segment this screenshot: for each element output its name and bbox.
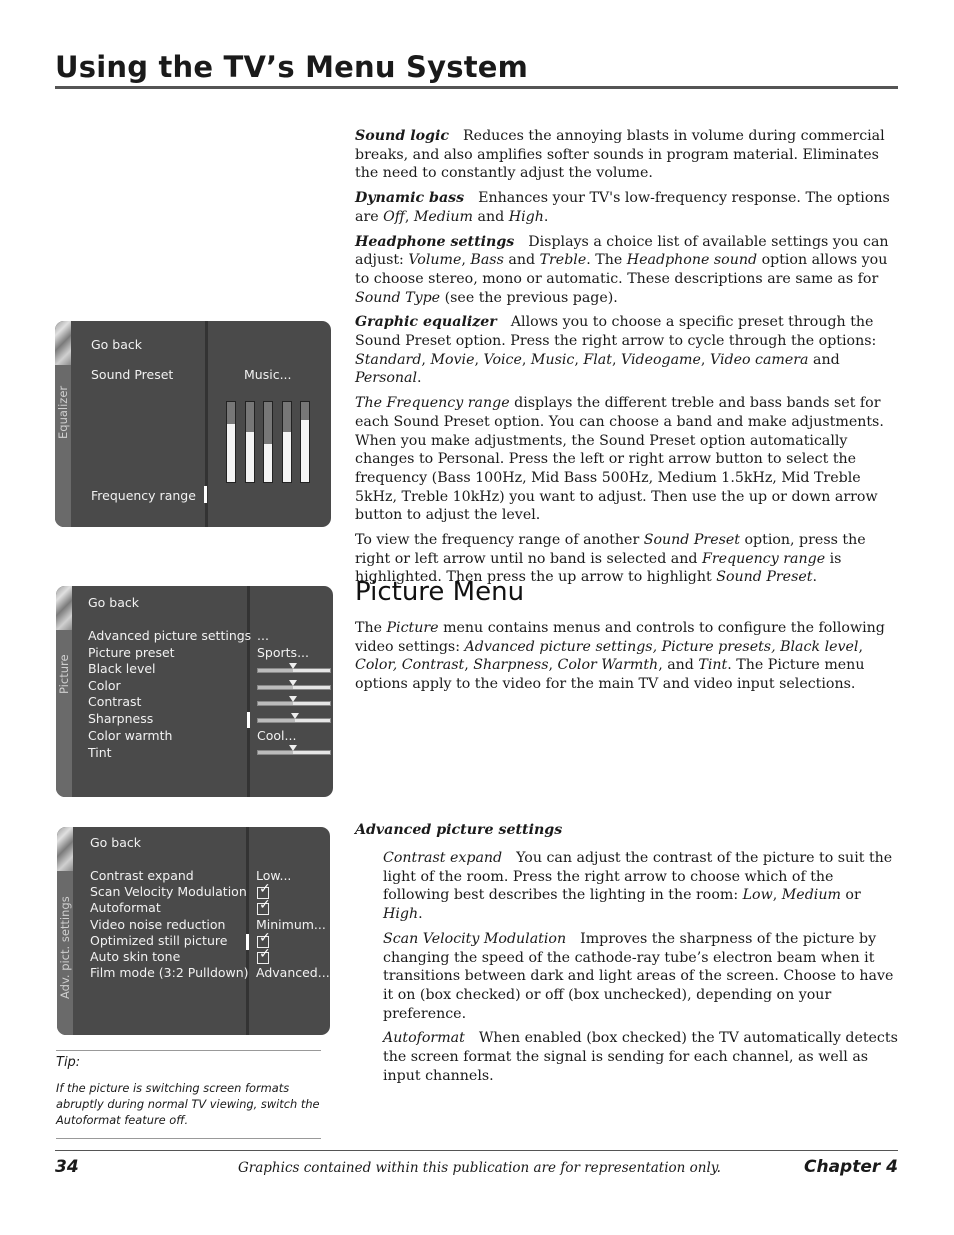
sep: , [574,351,584,368]
selection-cursor [246,934,249,950]
menu-item-film-mode[interactable]: Film mode (3:2 Pulldown) [90,965,249,980]
page-title: Using the TV’s Menu System [55,50,529,84]
menu-item-video-noise-reduction[interactable]: Video noise reduction [90,917,226,932]
sep: , [461,252,471,269]
autoformat-checkbox[interactable] [257,897,271,915]
ital: Sharpness [473,657,549,674]
section-heading-picture-menu: Picture Menu [355,577,525,607]
sep: and [503,252,540,269]
slider-fill [258,719,295,722]
text: , and [658,657,699,674]
ital: Color, Contrast [355,657,465,674]
menu-item-tint[interactable]: Tint [88,745,112,760]
tip-text: If the picture is switching screen formats abruptly during normal TV viewing, switch the Autoformat feature off. [56,1081,320,1128]
text: option, press the right or left arrow until no band is selected and [355,532,866,567]
slider-thumb[interactable] [289,680,297,686]
equalizer-band[interactable] [263,401,273,483]
headphone-text: Displays a choice list of available settings you can adjust: [355,233,889,269]
ital: The Frequency range [355,395,510,412]
frequency-range-text: displays the different treble and bass bands set for each Sound Preset option. You can choose a band and make adjustments. When you make adjustments, the Sound Preset option automatically changes to Personal. Press the left or right arrow button to select the frequency (Bass 100Hz, Mid Bass 500Hz, Medium 1.5kHz, Mid Treble 5kHz, Treble 10kHz) you want to adjust. Then use the up or down arrow button to adjust the level. [355,395,884,524]
ital: Sound Preset [643,532,740,549]
equalizer-band[interactable] [245,401,255,483]
sound-logic-paragraph [355,127,899,183]
menu-item-picture-preset[interactable]: Picture preset [88,645,175,660]
text: is highlighted. Then press the up arrow to highlight [355,550,842,586]
autoformat-term: Autoformat [383,1030,465,1047]
tip-rule-bottom [56,1138,321,1139]
ital: Treble [539,252,587,269]
option-off: Off [383,208,405,225]
ital: High [383,906,419,923]
menu-item-auto-skin-tone[interactable]: Auto skin tone [90,949,181,964]
checkmark-icon: ✓ [259,930,271,946]
autoformat-paragraph [383,1029,899,1085]
ital: Medium [781,887,841,904]
ital: Sound Type [355,289,441,306]
rope-knot-icon [56,586,72,630]
ital: Picture [386,620,439,636]
text: or [840,887,861,904]
ital: Headphone sound [626,252,758,269]
ital: Tint [698,657,728,674]
slider-fill [258,669,293,672]
menu-item-sound-preset[interactable]: Sound Preset [91,367,174,382]
checkmark-icon: ✓ [259,881,271,897]
menu-divider [247,586,250,797]
selection-cursor [204,486,207,503]
text: , [772,887,782,904]
headphone-term: Headphone settings [355,233,515,250]
ital: Color Warmth [557,657,659,674]
audio-descriptions [355,127,899,593]
slider-thumb[interactable] [291,713,299,719]
ital: Sound Preset [716,569,813,586]
color-warmth-value: Cool... [257,728,297,743]
sep: and [808,351,840,368]
ital: Standard [355,351,422,368]
menu-item-go-back[interactable]: Go back [91,337,143,352]
menu-item-scan-velocity-modulation[interactable]: Scan Velocity Modulation [90,884,247,899]
menu-divider [246,827,249,1035]
tip-rule-top [56,1050,321,1051]
picture-menu-description [355,619,899,700]
ital: Voice [483,351,522,368]
slider-thumb[interactable] [289,745,297,751]
checkmark-icon: ✓ [259,946,271,962]
advanced-descriptions [383,849,899,1091]
menu-item-autoformat[interactable]: Autoformat [90,900,161,915]
menu-item-sharpness[interactable]: Sharpness [88,711,154,726]
svm-paragraph [383,930,899,1024]
footer-rule [55,1150,898,1151]
subhead-advanced-picture-settings: Advanced picture settings [355,822,563,838]
autoformat-text: When enabled (box checked) the TV automatically detects the screen format the signal is sending for each channel, as well as input channels. [383,1030,898,1084]
graphic-eq-text: Allows you to choose a specific preset through the Sound Preset option. Press the right arrow to cycle through the options: [355,314,877,350]
sep: , [421,351,431,368]
ital: Video camera [709,351,809,368]
menu-item-contrast-expand[interactable]: Contrast expand [90,868,194,883]
sep: . [417,370,422,387]
text: , [858,638,863,655]
contrast-expand-paragraph [383,849,899,924]
sep: , [404,208,414,225]
slider-fill [258,686,293,689]
rope-knot-icon [57,827,73,871]
menu-side-label: Adv. pict. settings [58,896,72,999]
text: . The Picture menu options apply to the video for the main TV and video input selections. [355,657,865,693]
menu-item-color-warmth[interactable]: Color warmth [88,728,173,743]
ital: Music [530,351,575,368]
equalizer-band-level [264,444,272,482]
selection-cursor [247,712,250,728]
rope-knot-icon [55,321,71,365]
ital: Personal [355,370,418,387]
ital: Frequency range [701,550,826,567]
title-rule [55,86,898,89]
checkmark-icon: ✓ [259,897,271,913]
text: . [418,906,423,923]
text: You can adjust the contrast of the picture to suit the light of the room. Press the right arrow to choose which of the following best describes the lighting in the room: [383,850,893,904]
text: , [548,657,558,674]
ital: Low [742,887,773,904]
menu-item-advanced-picture-settings[interactable]: Advanced picture settings [88,628,252,643]
sound-logic-term: Sound logic [355,128,449,144]
equalizer-band-level [246,432,254,482]
menu-item-black-level[interactable]: Black level [88,661,156,676]
sep: . [543,208,549,225]
ital: Flat [583,351,612,368]
sound-logic-text: Reduces the annoying blasts in volume during commercial breaks, and also amplifies softer sounds in program material. Eliminates the need to constantly adjust the volume. [355,128,885,182]
sep: , [611,351,621,368]
option-high: High [508,208,544,225]
menu-side-label: Equalizer [56,385,70,439]
menu-item-contrast[interactable]: Contrast [88,694,142,709]
sound-preset-value: Music... [244,367,292,382]
dynamic-bass-paragraph [355,189,899,226]
footer-note: Graphics contained within this publication are for representation only. [238,1160,721,1176]
text: menu contains menus and controls to configure the following video settings: [355,620,885,655]
menu-item-go-back[interactable]: Go back [88,595,140,610]
adv-pict-settings-panel [57,827,330,1035]
sep: , [700,351,710,368]
equalizer-band-level [227,424,235,482]
equalizer-band-level [301,420,309,482]
ital: Volume [408,252,462,269]
picture-menu-panel [56,586,333,797]
sep: , [474,351,484,368]
frequency-range-paragraph [355,394,899,525]
svm-term: Scan Velocity Modulation [383,930,567,947]
chapter-label: Chapter 4 [803,1157,898,1177]
contrast-slider[interactable] [257,701,331,706]
auto-skin-tone-checkbox[interactable] [257,946,271,964]
slider-fill [258,702,293,705]
tip-label: Tip: [56,1055,81,1070]
equalizer-band[interactable] [226,401,236,483]
graphic-eq-term: Graphic equalizer [355,314,497,331]
sep: option allows you to choose stereo, mono or automatic. These descriptions are same as for [355,252,888,287]
sep: . The [586,252,627,269]
sep: , [521,351,531,368]
advanced-settings-value: ... [257,628,269,643]
sep: (see the previous page). [440,289,618,306]
tint-slider[interactable] [257,750,331,755]
text: The [355,620,387,636]
black-level-slider[interactable] [257,668,331,673]
graphic-eq-paragraph [355,313,899,388]
menu-item-go-back[interactable]: Go back [90,835,142,850]
equalizer-menu-panel [55,321,331,527]
text: . [812,569,817,586]
slider-thumb[interactable] [289,663,297,669]
sharpness-slider[interactable] [257,718,331,723]
contrast-expand-value: Low... [256,868,292,883]
ital: Advanced picture settings, Picture presets, Black level [464,638,859,655]
ital: Videogame [620,351,701,368]
film-mode-value: Advanced... [256,965,330,980]
equalizer-band[interactable] [300,401,310,483]
menu-item-frequency-range[interactable]: Frequency range [91,488,196,503]
option-medium: Medium [413,208,474,225]
page-number: 34 [55,1157,79,1177]
dynamic-bass-term: Dynamic bass [355,190,465,207]
equalizer-band[interactable] [282,401,292,483]
headphone-paragraph [355,233,899,308]
ital: Movie [430,351,475,368]
text: To view the frequency range of another [355,532,644,549]
svm-text: Improves the sharpness of the picture by changing the speed of the cathode-ray tube’s electron beam when it transitions between dark and light areas of the screen. Choose to have it on (box checked) or off (box unchecked), depending on your preference. [383,930,894,1022]
contrast-expand-term: Contrast expand [383,850,503,866]
color-slider[interactable] [257,685,331,690]
sep: and [473,208,509,225]
ital: Bass [470,252,504,269]
text: , [464,657,474,674]
menu-item-color[interactable]: Color [88,678,121,693]
picture-preset-value: Sports... [257,645,309,660]
dynamic-bass-text: Enhances your TV's low-frequency response. The options are [355,190,890,225]
equalizer-band-level [283,432,291,482]
slider-thumb[interactable] [289,696,297,702]
menu-side-label: Picture [57,654,71,694]
slider-fill [258,751,293,754]
video-noise-reduction-value: Minimum... [256,917,326,932]
picture-menu-paragraph [355,619,899,694]
menu-item-optimized-still-picture[interactable]: Optimized still picture [90,933,228,948]
